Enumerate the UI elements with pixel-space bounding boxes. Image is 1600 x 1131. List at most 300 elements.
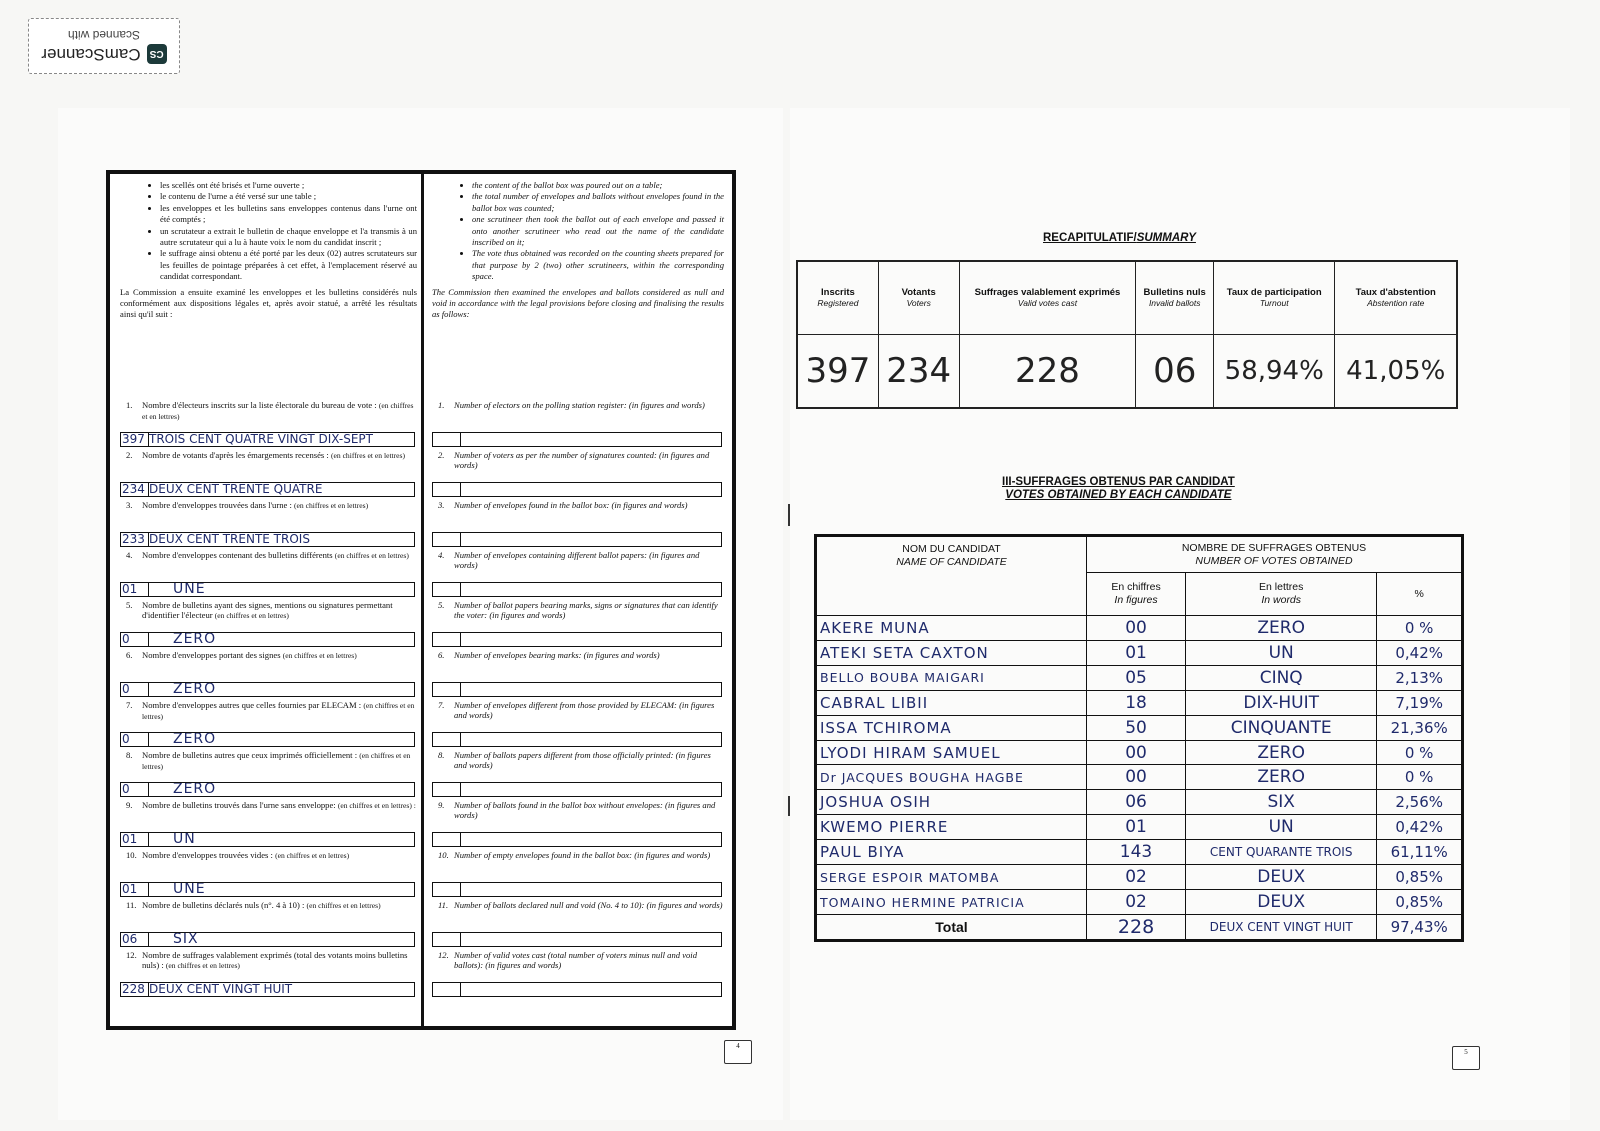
form-item-en [432, 550, 724, 600]
answer-figures-empty [433, 783, 461, 796]
form-item-en [432, 500, 724, 550]
item-text: Nombre d'enveloppes trouvées vides : [142, 850, 273, 860]
form-item-en [432, 800, 724, 850]
candidate-name: KWEMO PIERRE [816, 815, 1087, 840]
candidate-percent: 7,19% [1377, 690, 1463, 715]
summary-header-en: Turnout [1259, 298, 1289, 308]
candidate-votes-table [814, 534, 1464, 942]
answer-words: UN [173, 833, 196, 846]
items-fr [120, 400, 417, 1000]
item-text: Number of envelopes bearing marks: (in figures and words) [454, 650, 660, 660]
answer-figures: 06 [121, 933, 149, 946]
form-item [120, 750, 417, 800]
item-text: Nombre d'enveloppes contenant des bulletins différents [142, 550, 333, 560]
answer-field-en[interactable] [432, 682, 722, 697]
intro-item: • one scrutineer then took the ballot out of each envelope and passed it onto another scrutineer who read out the name of the candidate inscribed on it; [472, 214, 724, 248]
form-item [120, 450, 417, 500]
total-words: DEUX CENT VINGT HUIT [1186, 915, 1377, 941]
item-number: 6. [438, 650, 445, 660]
margin-mark [788, 796, 790, 816]
col-votes-fr: NOMBRE DE SUFFRAGES OBTENUS [1181, 541, 1367, 554]
item-number: 5. [126, 600, 133, 610]
votes-header-row-1 [816, 536, 1463, 573]
camscanner-brand: CamScanner [41, 45, 141, 64]
candidate-percent: 2,56% [1377, 790, 1463, 815]
item-number: 4. [126, 550, 133, 560]
candidate-words: CINQ [1186, 665, 1377, 690]
form-item-question [120, 750, 417, 772]
col-figures [1087, 573, 1186, 616]
item-text: Nombre de suffrages valablement exprimés (total des votants moins bulletins nuls) : [142, 950, 408, 971]
item-text: Number of envelopes found in the ballot box: (in figures and words) [454, 500, 688, 510]
candidate-row [816, 740, 1463, 765]
item-text: Nombre d'enveloppes autres que celles fournies par ELECAM : [142, 700, 362, 710]
section-title-en: VOTES OBTAINED BY EACH CANDIDATE [1005, 489, 1232, 501]
item-number: 9. [438, 800, 445, 810]
margin-mark [788, 504, 790, 526]
candidate-row [816, 765, 1463, 790]
summary-value: 58,94% [1214, 335, 1335, 409]
summary-header [1335, 261, 1457, 335]
candidate-name: TOMAINO HERMINE PATRICIA [816, 890, 1087, 915]
summary-header-en: Valid votes cast [1017, 298, 1078, 308]
col-fig-fr: En chiffres [1111, 581, 1161, 594]
answer-words: ZERO [173, 683, 217, 696]
answer-figures-empty [433, 533, 461, 546]
summary-header-en: Registered [817, 298, 859, 308]
item-subtext: (en chiffres et en lettres) [294, 501, 369, 510]
candidate-figures: 02 [1087, 865, 1186, 890]
item-text: Nombre d'enveloppes portant des signes [142, 650, 281, 660]
section-title-prefix: III- [1002, 476, 1016, 488]
total-label: Total [816, 915, 1087, 941]
form-item-question [120, 700, 417, 722]
item-number: 12. [438, 950, 449, 960]
answer-figures-empty [433, 433, 461, 446]
form-item-en [432, 900, 724, 950]
intro-item: • un scrutateur a extrait le bulletin de chaque enveloppe et l'a transmis à un autre scrutateur qui a lu à haute voix le nom du candidat inscrit ; [160, 226, 417, 249]
summary-header [1136, 261, 1214, 335]
summary-header-en: Voters [906, 298, 931, 308]
item-text: Number of envelopes containing different ballot papers: (in figures and words) [454, 550, 700, 571]
candidate-figures: 00 [1087, 740, 1186, 765]
section-title [1002, 476, 1235, 502]
right-page [790, 108, 1570, 1120]
col-votes-group [1087, 536, 1463, 573]
answer-field[interactable] [120, 532, 415, 547]
form-item [120, 550, 417, 600]
candidate-percent: 0,85% [1377, 890, 1463, 915]
summary-header-fr: Inscrits [821, 286, 855, 298]
candidate-percent: 0,42% [1377, 815, 1463, 840]
form-item-question [120, 650, 417, 661]
candidate-words: CENT QUARANTE TROIS [1186, 840, 1377, 865]
answer-words: DEUX CENT TRENTE TROIS [149, 533, 310, 546]
form-item-question-en [432, 750, 724, 770]
item-subtext: (en chiffres et en lettres) [282, 651, 357, 660]
form-item-question-en [432, 600, 724, 620]
item-subtext: (en chiffres et en lettres) [165, 961, 240, 971]
candidate-percent: 0,42% [1377, 640, 1463, 665]
form-item-question-en [432, 450, 724, 470]
answer-field-en[interactable] [432, 782, 722, 797]
total-figures: 228 [1087, 915, 1186, 941]
item-text: Number of voters as per the number of signatures counted: (in figures and words) [454, 450, 710, 471]
candidate-words: ZERO [1186, 765, 1377, 790]
page-number-right: 5 [1452, 1046, 1480, 1070]
item-text: Nombre de bulletins ayant des signes, mentions ou signatures permettant d'identifier l'électeur [142, 600, 393, 621]
candidate-figures: 05 [1087, 665, 1186, 690]
form-item-question-en [432, 900, 724, 910]
item-subtext: (en chiffres et en lettres) [142, 401, 414, 422]
candidate-figures: 01 [1087, 640, 1186, 665]
item-number: 9. [126, 800, 133, 810]
item-number: 12. [126, 950, 137, 960]
form-item-en [432, 600, 724, 650]
answer-field[interactable] [120, 882, 415, 897]
answer-field[interactable] [120, 582, 415, 597]
candidate-row [816, 715, 1463, 740]
recap-title-en: SUMMARY [1136, 232, 1196, 244]
form-item [120, 700, 417, 750]
item-text: Nombre de bulletins déclarés nuls (n°. 4 à 10) : [142, 900, 305, 910]
item-text: Nombre de bulletins trouvés dans l'urne sans enveloppe: [142, 800, 336, 810]
candidate-figures: 143 [1087, 840, 1186, 865]
candidate-row [816, 665, 1463, 690]
item-number: 7. [126, 700, 133, 710]
recap-title [1043, 232, 1196, 244]
candidate-figures: 00 [1087, 765, 1186, 790]
french-column [110, 174, 424, 1026]
item-text: Number of empty envelopes found in the ballot box: (in figures and words) [454, 850, 711, 860]
item-subtext: (en chiffres et en lettres) [306, 901, 381, 910]
page-number-left: 4 [724, 1040, 752, 1064]
summary-header-fr: Taux de participation [1226, 286, 1322, 298]
recap-title-fr: RECAPITULATIF/ [1043, 232, 1137, 244]
answer-figures-empty [433, 933, 461, 946]
candidate-figures: 50 [1087, 715, 1186, 740]
item-number: 6. [126, 650, 133, 660]
answer-figures: 0 [121, 633, 149, 646]
answer-figures-empty [433, 583, 461, 596]
intro-item: • le contenu de l'urne a été versé sur une table ; [160, 191, 417, 202]
answer-figures-empty [433, 983, 461, 996]
answer-figures: 01 [121, 833, 149, 846]
item-number: 10. [126, 850, 137, 860]
candidate-percent: 61,11% [1377, 840, 1463, 865]
form-item-en [432, 750, 724, 800]
item-text: Number of envelopes different from those provided by ELECAM: (in figures and words) [454, 700, 715, 721]
item-subtext: (en chiffres et en lettres) [142, 701, 415, 722]
candidate-percent: 0 % [1377, 615, 1463, 640]
candidate-row [816, 690, 1463, 715]
form-item-question [120, 600, 417, 621]
answer-field[interactable] [120, 482, 415, 497]
summary-header-fr: Taux d'abstention [1355, 286, 1436, 298]
item-subtext: (en chiffres et en lettres) [142, 751, 411, 772]
item-subtext: (en chiffres et en lettres) [334, 551, 409, 560]
candidate-words: DEUX [1186, 865, 1377, 890]
candidate-name: Dr JACQUES BOUGHA HAGBE [816, 765, 1087, 790]
item-text: Nombre d'électeurs inscrits sur la liste électorale du bureau de vote : [142, 400, 377, 410]
camscanner-stamp [28, 18, 180, 74]
total-percent: 97,43% [1377, 915, 1463, 941]
answer-field[interactable] [120, 632, 415, 647]
form-item-en [432, 950, 724, 1000]
candidate-percent: 0,85% [1377, 865, 1463, 890]
candidate-figures: 00 [1087, 615, 1186, 640]
candidate-figures: 18 [1087, 690, 1186, 715]
summary-header-row [797, 261, 1457, 335]
total-row [816, 915, 1463, 941]
candidate-rows [816, 615, 1463, 914]
camscanner-brand-row [41, 44, 166, 64]
candidate-figures: 06 [1087, 790, 1186, 815]
item-text: Nombre d'enveloppes trouvées dans l'urne : [142, 500, 292, 510]
candidate-percent: 0 % [1377, 740, 1463, 765]
camscanner-caption: Scanned with [67, 28, 141, 42]
section-title-fr: SUFFRAGES OBTENUS PAR CANDIDAT [1015, 476, 1235, 488]
item-number: 8. [126, 750, 133, 760]
answer-field[interactable] [120, 932, 415, 947]
item-number: 4. [438, 550, 445, 560]
form-item-question-en [432, 700, 724, 720]
item-text: Number of electors on the polling station register: (in figures and words) [454, 400, 705, 410]
col-words [1186, 573, 1377, 616]
form-item [120, 500, 417, 550]
camscanner-logo-icon: CS [147, 44, 167, 64]
summary-header-fr: Votants [901, 286, 936, 298]
form-item [120, 850, 417, 900]
col-name-fr: NOM DU CANDIDAT [902, 543, 1001, 555]
summary-value: 06 [1136, 335, 1214, 409]
intro-item: • le suffrage ainsi obtenu a été porté par les deux (02) autres scrutateurs sur les feuilles de pointage préparées à cet effet, à l'emplacement réservé au candidat correspondant. [160, 248, 417, 282]
candidate-row [816, 890, 1463, 915]
candidate-row [816, 790, 1463, 815]
candidate-words: CINQUANTE [1186, 715, 1377, 740]
answer-field-en[interactable] [432, 882, 722, 897]
candidate-name: LYODI HIRAM SAMUEL [816, 740, 1087, 765]
form-item-question-en [432, 850, 724, 860]
answer-figures-empty [433, 683, 461, 696]
answer-field[interactable] [120, 832, 415, 847]
candidate-words: ZERO [1186, 740, 1377, 765]
item-text: Number of ballot papers bearing marks, signs or signatures that can identify the voter: (in figures and words) [454, 600, 718, 621]
candidate-name: CABRAL LIBII [816, 690, 1087, 715]
left-page [58, 108, 783, 1120]
candidate-row [816, 840, 1463, 865]
form-item [120, 650, 417, 700]
candidate-name: SERGE ESPOIR MATOMBA [816, 865, 1087, 890]
item-number: 5. [438, 600, 445, 610]
answer-figures: 228 [121, 983, 149, 996]
form-item [120, 400, 417, 450]
form-item-en [432, 700, 724, 750]
answer-figures: 397 [121, 433, 149, 446]
form-item-question-en [432, 650, 724, 660]
item-text: Nombre de bulletins autres que ceux imprimés officiellement : [142, 750, 358, 760]
form-item-question [120, 450, 417, 461]
answer-words: ZERO [173, 733, 217, 746]
answer-field-en[interactable] [432, 432, 722, 447]
summary-value: 41,05% [1335, 335, 1457, 409]
answer-field-en[interactable] [432, 482, 722, 497]
item-text: Number of ballots declared null and void (No. 4 to 10): (in figures and words) [454, 900, 723, 910]
candidate-name: PAUL BIYA [816, 840, 1087, 865]
intro-item: • the total number of envelopes and ballots without envelopes found in the ballot box was counted; [472, 191, 724, 214]
items-en [432, 400, 724, 1000]
minutes-form [106, 170, 736, 1030]
answer-field[interactable] [120, 782, 415, 797]
form-item-en [432, 850, 724, 900]
form-item [120, 900, 417, 950]
answer-figures-empty [433, 733, 461, 746]
candidate-name: AKERE MUNA [816, 615, 1087, 640]
candidate-name: ISSA TCHIROMA [816, 715, 1087, 740]
summary-header [797, 261, 878, 335]
answer-figures: 234 [121, 483, 149, 496]
candidate-percent: 21,36% [1377, 715, 1463, 740]
summary-header-fr: Suffrages valablement exprimés [974, 286, 1121, 298]
form-item-question-en [432, 550, 724, 570]
form-item-question-en [432, 400, 724, 410]
answer-figures: 233 [121, 533, 149, 546]
candidate-row [816, 865, 1463, 890]
answer-field[interactable] [120, 432, 415, 447]
summary-header [878, 261, 959, 335]
answer-figures: 0 [121, 683, 149, 696]
candidate-words: DEUX [1186, 890, 1377, 915]
form-item-question [120, 500, 417, 511]
candidate-figures: 02 [1087, 890, 1186, 915]
answer-words: DEUX CENT TRENTE QUATRE [149, 483, 323, 496]
candidate-row [816, 815, 1463, 840]
candidate-row [816, 640, 1463, 665]
form-item-en [432, 650, 724, 700]
answer-words: UNE [173, 883, 206, 896]
form-item-en [432, 450, 724, 500]
intro-item: • the content of the ballot box was poured out on a table; [472, 180, 724, 191]
item-number: 11. [126, 900, 137, 910]
col-words-en: In words [1261, 594, 1302, 607]
form-item [120, 600, 417, 650]
form-item [120, 800, 417, 850]
form-item [120, 950, 417, 1000]
answer-words: ZERO [173, 633, 217, 646]
summary-value: 228 [959, 335, 1136, 409]
form-item-question [120, 900, 417, 911]
summary-header [1214, 261, 1335, 335]
item-subtext: (en chiffres et en lettres) [214, 611, 289, 621]
item-text: Number of ballots found in the ballot box without envelopes: (in figures and words) [454, 800, 716, 821]
answer-words: ZERO [173, 783, 217, 796]
answer-words: UNE [173, 583, 206, 596]
answer-figures: 0 [121, 733, 149, 746]
form-item-question-en [432, 500, 724, 510]
form-item-question [120, 950, 417, 971]
summary-header-en: Invalid ballots [1148, 298, 1201, 308]
intro-item: • les scellés ont été brisés et l'urne ouverte ; [160, 180, 417, 191]
commission-paragraph-en: The Commission then examined the envelopes and ballots considered as null and void in accordance with the legal provisions before closing and finalising the results as follows: [432, 286, 724, 320]
answer-figures-empty [433, 633, 461, 646]
answer-field-en[interactable] [432, 932, 722, 947]
item-text: Nombre de votants d'après les émargements recensés : [142, 450, 329, 460]
candidate-percent: 2,13% [1377, 665, 1463, 690]
candidate-name: JOSHUA OSIH [816, 790, 1087, 815]
col-candidate-name [816, 536, 1087, 616]
item-number: 1. [126, 400, 133, 410]
item-number: 2. [438, 450, 445, 460]
candidate-words: ZERO [1186, 615, 1377, 640]
intro-item: • The vote thus obtained was recorded on the counting sheets prepared for that purpose by 2 (two) other scrutineers, within the corresponding space. [472, 248, 724, 282]
candidate-name: ATEKI SETA CAXTON [816, 640, 1087, 665]
intro-list-fr [120, 180, 417, 283]
summary-table [796, 260, 1458, 409]
intro-item: • les enveloppes et les bulletins sans enveloppes contenus dans l'urne ont été comptés ; [160, 203, 417, 226]
answer-field-en[interactable] [432, 582, 722, 597]
item-number: 3. [438, 500, 445, 510]
item-number: 1. [438, 400, 445, 410]
col-fig-en: In figures [1114, 594, 1158, 607]
candidate-words: UN [1186, 640, 1377, 665]
item-number: 11. [438, 900, 449, 910]
item-text: Number of valid votes cast (total number of voters minus null and void ballots): (in figures and words) [454, 950, 697, 971]
item-subtext: (en chiffres et en lettres) [330, 451, 406, 460]
item-text: Number of ballots papers different from those officially printed: (in figures and words) [454, 750, 711, 771]
answer-field-en[interactable] [432, 832, 722, 847]
form-item-question [120, 850, 417, 861]
answer-field-en[interactable] [432, 632, 722, 647]
candidate-percent: 0 % [1377, 765, 1463, 790]
answer-field[interactable] [120, 732, 415, 747]
col-votes-en: NUMBER OF VOTES OBTAINED [1195, 554, 1353, 567]
candidate-figures: 01 [1087, 815, 1186, 840]
item-number: 8. [438, 750, 445, 760]
candidate-row [816, 615, 1463, 640]
candidate-words: SIX [1186, 790, 1377, 815]
summary-value: 397 [797, 335, 878, 409]
answer-figures: 01 [121, 583, 149, 596]
answer-field-en[interactable] [432, 732, 722, 747]
col-name-en: NAME OF CANDIDATE [896, 556, 1007, 568]
item-number: 3. [126, 500, 133, 510]
form-item-question-en [432, 800, 724, 820]
col-percent: % [1377, 573, 1463, 616]
answer-field-en[interactable] [432, 982, 722, 997]
answer-figures-empty [433, 483, 461, 496]
candidate-words: DIX-HUIT [1186, 690, 1377, 715]
answer-field[interactable] [120, 682, 415, 697]
answer-figures-empty [433, 883, 461, 896]
candidate-name: BELLO BOUBA MAIGARI [816, 665, 1087, 690]
form-item-question [120, 400, 417, 422]
item-subtext: (en chiffres et en lettres) : [337, 801, 416, 810]
answer-words: DEUX CENT VINGT HUIT [149, 983, 293, 996]
answer-field-en[interactable] [432, 532, 722, 547]
candidate-words: UN [1186, 815, 1377, 840]
english-column [424, 174, 732, 1026]
form-item-question-en [432, 950, 724, 970]
summary-header-fr: Bulletins nuls [1143, 286, 1206, 298]
item-number: 7. [438, 700, 445, 710]
answer-figures-empty [433, 833, 461, 846]
answer-field[interactable] [120, 982, 415, 997]
summary-header-en: Abstention rate [1367, 298, 1425, 308]
commission-paragraph-fr: La Commission a ensuite examiné les enveloppes et les bulletins considérés nuls conformément aux dispositions légales et, après avoir statué, a arrêté les résultats ainsi qu'il suit : [120, 286, 417, 320]
summary-value: 234 [878, 335, 959, 409]
form-item-question [120, 550, 417, 561]
intro-list-en [432, 180, 724, 283]
